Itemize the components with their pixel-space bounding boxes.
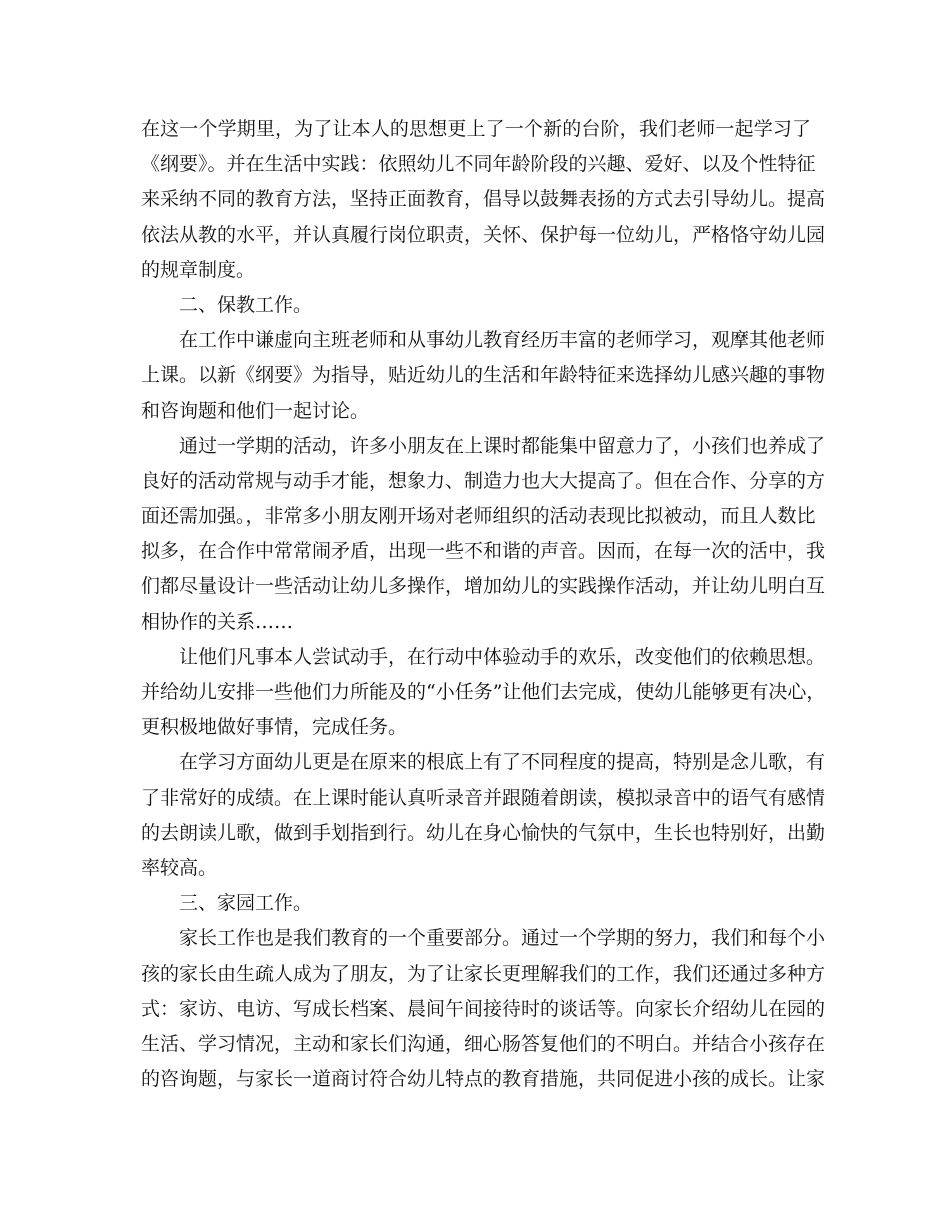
paragraph bbox=[141, 640, 826, 746]
text-line: 二、保教工作。 bbox=[179, 293, 313, 316]
paragraph bbox=[141, 921, 826, 1097]
paragraph bbox=[141, 288, 811, 323]
text-line: 来采纳不同的教育方法，坚持正面教育，倡导以鼓舞表扬的方式去引导幼儿。提高 bbox=[141, 188, 826, 211]
text-line: 的咨询题，与家长一道商讨符合幼儿特点的教育措施，共同促进小孩的成长。让家 bbox=[141, 1068, 826, 1091]
text-line: 的去朗读儿歌，做到手划指到行。幼儿在身心愉快的气氛中，生长也特别好，出勤 bbox=[141, 821, 826, 844]
text-line: 通过一学期的活动，许多小朋友在上课时都能集中留意力了，小孩们也养成了 bbox=[179, 434, 826, 457]
text-line: 孩的家长由生疏人成为了朋友，为了让家长更理解我们的工作，我们还通过多种方 bbox=[141, 962, 826, 985]
text-line: 并给幼儿安排一些他们力所能及的“小任务”让他们去完成，使幼儿能够更有决心， bbox=[141, 681, 826, 703]
text-line: 相协作的关系…… bbox=[141, 610, 294, 633]
text-line: 和咨询题和他们一起讨论。 bbox=[141, 399, 370, 422]
text-line: 依法从教的水平，并认真履行岗位职责，关怀、保护每一位幼儿，严格恪守幼儿园 bbox=[141, 223, 826, 246]
text-line: 在学习方面幼儿更是在原来的根底上有了不同程度的提高，特别是念儿歌，有 bbox=[179, 751, 826, 774]
text-line: 在工作中谦虚向主班老师和从事幼儿教育经历丰富的老师学习，观摩其他老师 bbox=[179, 329, 826, 352]
text-line: 拟多，在合作中常常闹矛盾，出现一些不和谐的声音。因而，在每一次的活中，我 bbox=[141, 540, 826, 563]
text-line: 的规章制度。 bbox=[141, 258, 256, 281]
text-line: 式：家访、电访、写成长档案、晨间午间接待时的谈话等。向家长介绍幼儿在园的 bbox=[141, 997, 826, 1020]
paragraph bbox=[141, 886, 811, 921]
paragraph bbox=[141, 745, 826, 886]
text-line: 三、家园工作。 bbox=[179, 892, 313, 915]
text-line: 面还需加强。，非常多小朋友刚开场对老师组织的活动表现比拟被动，而且人数比 bbox=[141, 505, 816, 528]
text-line: 让他们凡事本人尝试动手，在行动中体验动手的欢乐，改变他们的依赖思想。 bbox=[179, 645, 826, 668]
paragraph bbox=[141, 112, 826, 288]
text-line: 了非常好的成绩。在上课时能认真听录音并跟随着朗读，模拟录音中的语气有感情 bbox=[141, 786, 826, 809]
document-body bbox=[141, 112, 826, 1097]
paragraph bbox=[141, 429, 826, 640]
paragraph bbox=[141, 323, 826, 429]
text-line: 良好的活动常规与动手才能，想象力、制造力也大大提高了。但在合作、分享的方 bbox=[141, 469, 826, 492]
text-line: 上课。以新《纲要》为指导，贴近幼儿的生活和年龄特征来选择幼儿感兴趣的事物 bbox=[141, 364, 826, 387]
text-line: 们都尽量设计一些活动让幼儿多操作，增加幼儿的实践操作活动，并让幼儿明白互 bbox=[141, 575, 826, 598]
text-line: 《纲要》。并在生活中实践：依照幼儿不同年龄阶段的兴趣、爱好、以及个性特征 bbox=[141, 153, 816, 176]
text-line: 率较高。 bbox=[141, 856, 218, 879]
text-line: 家长工作也是我们教育的一个重要部分。通过一个学期的努力，我们和每个小 bbox=[179, 927, 826, 950]
text-line: 生活、学习情况，主动和家长们沟通，细心肠答复他们的不明白。并结合小孩存在 bbox=[141, 1032, 826, 1055]
text-line: 在这一个学期里，为了让本人的思想更上了一个新的台阶，我们老师一起学习了 bbox=[141, 118, 811, 140]
text-line: 更积极地做好事情，完成任务。 bbox=[141, 716, 408, 739]
